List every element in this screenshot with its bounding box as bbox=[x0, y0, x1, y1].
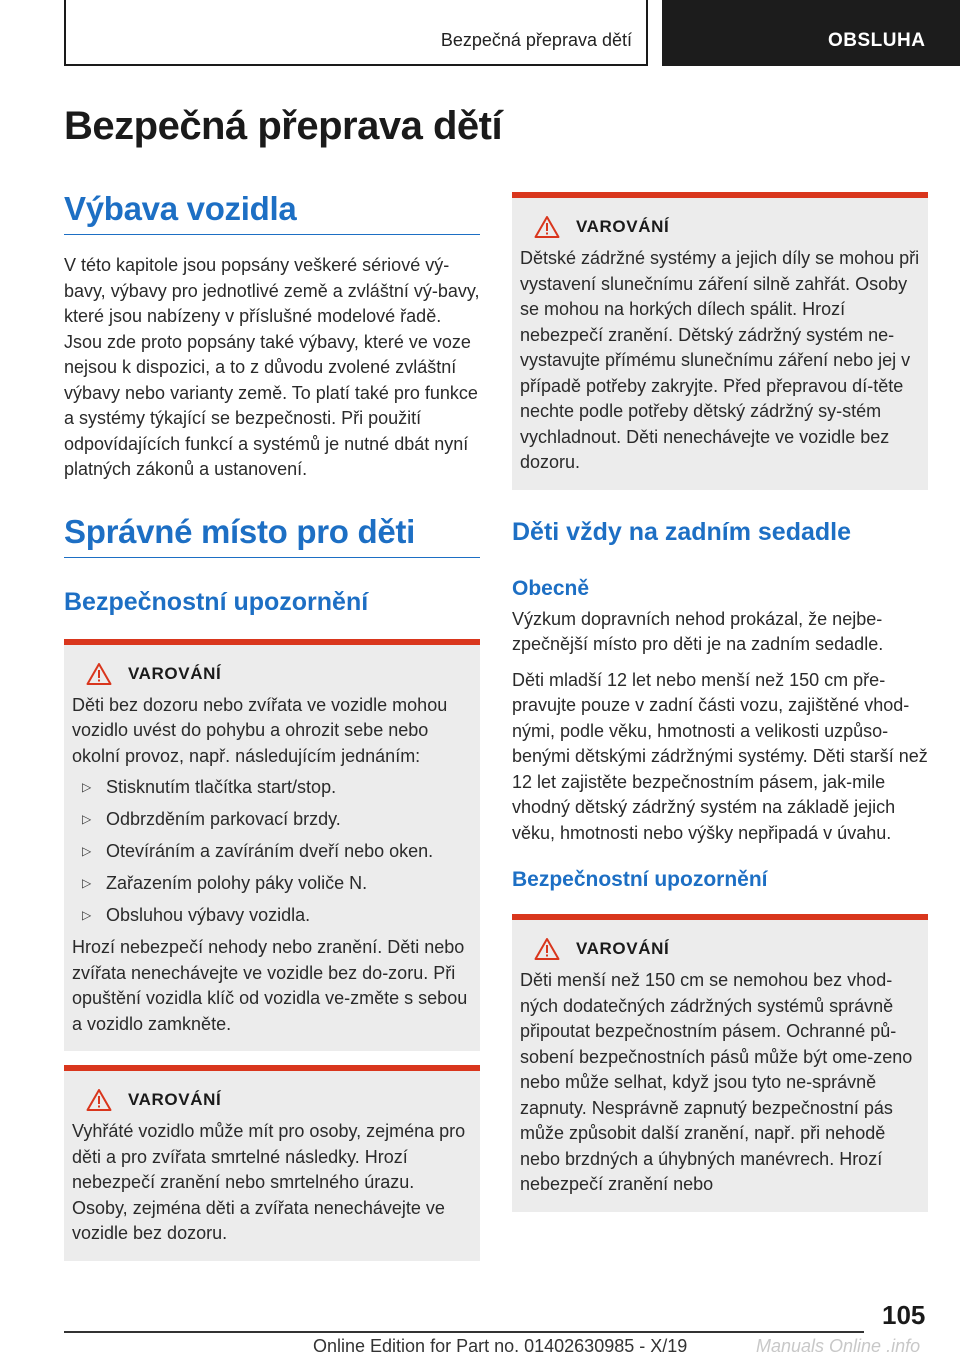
header-tab bbox=[662, 0, 960, 66]
triangle-bullet-icon: ▷ bbox=[82, 812, 92, 827]
warning-title: VAROVÁNÍ bbox=[128, 663, 222, 683]
warning-box-small-children bbox=[512, 914, 928, 1212]
warning-triangle-icon bbox=[86, 1088, 112, 1112]
section-title-rear-seat: Děti vždy na zadním sedadle bbox=[512, 517, 851, 546]
warning-triangle-icon bbox=[534, 937, 560, 961]
warning-title: VAROVÁNÍ bbox=[576, 217, 670, 236]
triangle-bullet-icon: ▷ bbox=[82, 876, 92, 891]
edition-note: Online Edition for Part no. 01402630985 - X/19 bbox=[313, 1336, 688, 1356]
triangle-bullet-icon: ▷ bbox=[82, 780, 92, 794]
warning-title: VAROVÁNÍ bbox=[576, 939, 670, 958]
general-paragraph-1: Výzkum dopravních nehod prokázal, že nejbe-zpečnější místo pro děti je na zadním sedadle. bbox=[512, 608, 884, 654]
list-item: ▷ Odbrzděním parkovací brzdy. bbox=[72, 807, 472, 833]
header-section-box bbox=[64, 0, 648, 66]
warning-triangle-icon bbox=[534, 215, 560, 239]
left-column bbox=[64, 190, 480, 1261]
triangle-bullet-icon: ▷ bbox=[82, 908, 92, 923]
warning-box-unattended bbox=[64, 639, 480, 1052]
subsection-safety-notes: Bezpečnostní upozornění bbox=[64, 587, 369, 616]
page-number: 105 bbox=[882, 1300, 926, 1330]
warning-intro: Děti bez dozoru nebo zvířata ve vozidle mohou vozidlo uvést do pohybu a ohrozit sebe nebo okolní provoz, např. následujícím jednáním: bbox=[72, 694, 448, 766]
warning-text: Vyhřáté vozidlo může mít pro osoby, zejména pro děti a pro zvířata smrtelné následky. Hrozí nebezpečí zranění nebo smrtelného úrazu. Osoby, zejména děti a zvířata nenechávejte ve vozidle bez dozoru. bbox=[72, 1121, 466, 1244]
right-column bbox=[512, 192, 928, 1212]
warning-outro: Hrozí nebezpečí nehody nebo zranění. Děti nebo zvířata nenechávejte ve vozidle bez do-zoru. Při opuštění vozidla klíč od vozidla ve-změte s sebou a vozidlo zamkněte. bbox=[72, 937, 468, 1034]
footer-divider bbox=[64, 1331, 864, 1333]
list-item: ▷ Otevíráním a zavíráním dveří nebo oken. bbox=[72, 839, 472, 865]
warning-triangle-icon bbox=[86, 662, 112, 686]
warning-title: VAROVÁNÍ bbox=[128, 1090, 222, 1110]
page-title: Bezpečná přeprava dětí bbox=[64, 104, 503, 148]
warning-list bbox=[72, 775, 472, 929]
equipment-paragraph: V této kapitole jsou popsány veškeré sériové vý-bavy, výbavy pro jednotlivé země a zvláštní vý-bavy, které jsou nabízeny v příslušné modelové řadě. Jsou zde proto popsány také výbavy, které ve voze nejsou k dispozici, a to z důvodu zvolené zvláštní výbavy nebo varianty země. To platí také pro funkce a systémy týkající se bezpečnosti. Při použití odpovídajících funkcí a systémů je nutné dbát nyní platných zákonů a ustanovení. bbox=[64, 255, 480, 479]
triangle-bullet-icon: ▷ bbox=[82, 844, 92, 859]
warning-text: Děti menší než 150 cm se nemohou bez vhod-ných dodatečných zádržných systémů správně připoutat bezpečnostním pásem. Ochranné pů-sobení bezpečnostních pásů může být ome-zeno nebo může selhat, když jsou tyto ne-správně zapnuty. Nesprávně zapnutý bezpečnostní pás může způsobit další zranění, např. při nehodě nebo brzdných a úhybných manévrech. Hrozí nebezpečí zranění nebo bbox=[520, 970, 913, 1194]
list-item: ▷ Zařazením polohy páky voliče N. bbox=[72, 871, 472, 897]
warning-box-heated-vehicle bbox=[64, 1065, 480, 1261]
subsection-safety-notes-right: Bezpečnostní upozornění bbox=[512, 868, 768, 891]
header-section-title: Bezpečná přeprava dětí bbox=[440, 30, 632, 50]
list-item: ▷ Obsluhou výbavy vozidla. bbox=[72, 903, 472, 929]
subsection-general: Obecně bbox=[512, 576, 590, 600]
list-item: ▷ Stisknutím tlačítka start/stop. bbox=[72, 775, 472, 801]
header-tab-label: OBSLUHA bbox=[828, 30, 926, 51]
watermark: Manuals Online .info bbox=[756, 1336, 921, 1356]
warning-text: Dětské zádržné systémy a jejich díly se mohou při vystavení slunečnímu záření silně zahřát. Osoby se mohou na horkých dílech spálit. Hrozí nebezpečí zranění. Dětský zádržný systém ne-vystavujte přímému slunečnímu záření nebo jej v případě potřeby zakryjte. Před přepravou dí-těte nechte podle potřeby dětský zádržný sy-stém vychladnout. Děti nenechávejte ve vozidle bez dozoru. bbox=[520, 248, 920, 472]
section-title-child-seat: Správné místo pro děti bbox=[64, 513, 480, 558]
section-title-equipment: Výbava vozidla bbox=[64, 190, 480, 235]
warning-box-sun-heat bbox=[512, 192, 928, 490]
general-paragraph-2: Děti mladší 12 let nebo menší než 150 cm pře-pravujte pouze v zadní části vozu, zajištěné vhod-nými, podle věku, hmotnosti a velikosti uzpůso-benými dětskými zádržnými systémy. Děti starší než 12 let zajistěte bezpečnostním pásem, jak-mile vhodný dětský zádržný systém na základě jejich věku, hmotnosti nebo výšky nepřipadá v úvahu. bbox=[512, 669, 928, 843]
